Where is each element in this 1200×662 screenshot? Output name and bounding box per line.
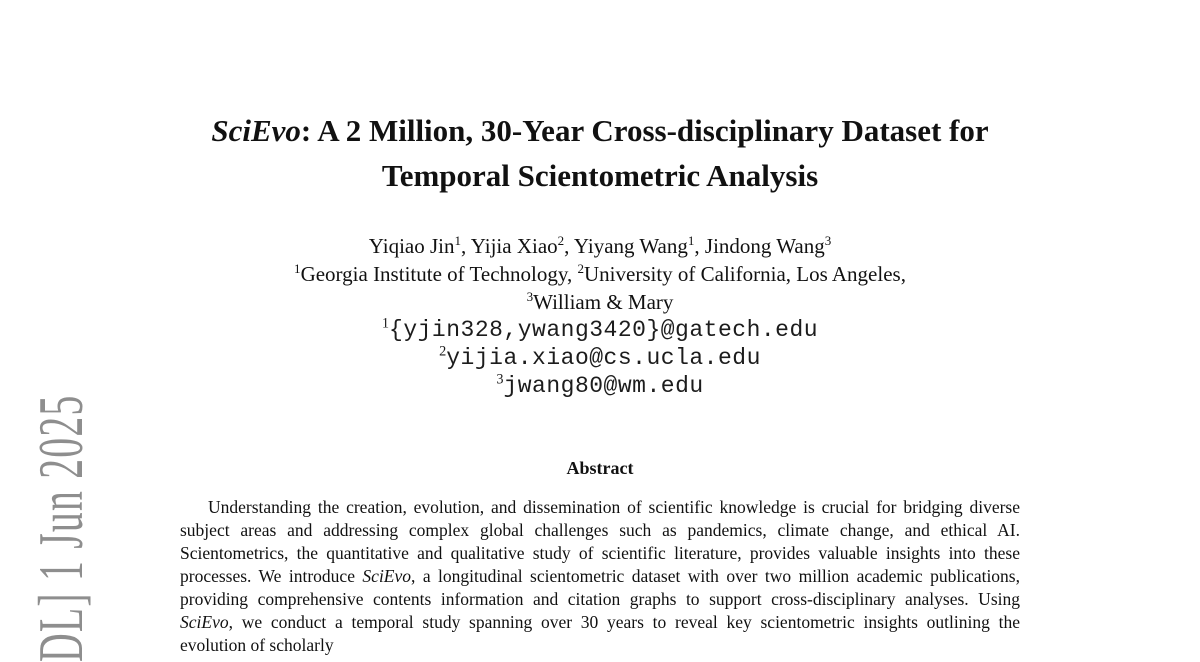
title-line-1: SciEvo: A 2 Million, 30-Year Cross-disciplinary Dataset for [211, 113, 989, 148]
emails-block [180, 316, 1020, 400]
email-line-3: $^3$jwang80@wm.edu [496, 371, 704, 399]
abstract-heading: Abstract [566, 458, 634, 478]
abstract-paragraph: Understanding the creation, evolution, and dissemination of scientific knowledge is crucial for bridging diverse subject areas and addressing complex global challenges such as pandemics, climate change, and ethical AI. Scientometrics, the quantitative and qualitative study of scientific literature, provides valuable insights into these processes. We introduce SciEvo, a longitudinal scientometric dataset with over two million academic publications, providing comprehensive contents information and citation graphs to support cross-disciplinary analyses. Using SciEvo, we conduct a temporal study spanning over 30 years to reveal key scientometric insights outlining the evolution of scholarly [180, 497, 1020, 655]
arxiv-watermark: DL] 1 Jun 2025 [25, 394, 96, 662]
affiliations-line-2: $^3$William & Mary [526, 289, 674, 314]
authors-line: Yiqiao Jin$^1$, Yijia Xiao$^2$, Yiyang Wang$^1$, Jindong Wang$^3$ [368, 233, 832, 258]
email-line-2: $^2$yijia.xiao@cs.ucla.edu [439, 343, 761, 371]
title-line-2: Temporal Scientometric Analysis [381, 158, 819, 193]
email-line-1: $^1${yjin328,ywang3420}@gatech.edu [381, 315, 819, 343]
affiliations-line-1: $^1$Georgia Institute of Technology, $^2$University of California, Los Angeles, [294, 261, 906, 286]
authors-block [180, 232, 1020, 316]
page-title [180, 108, 1020, 198]
